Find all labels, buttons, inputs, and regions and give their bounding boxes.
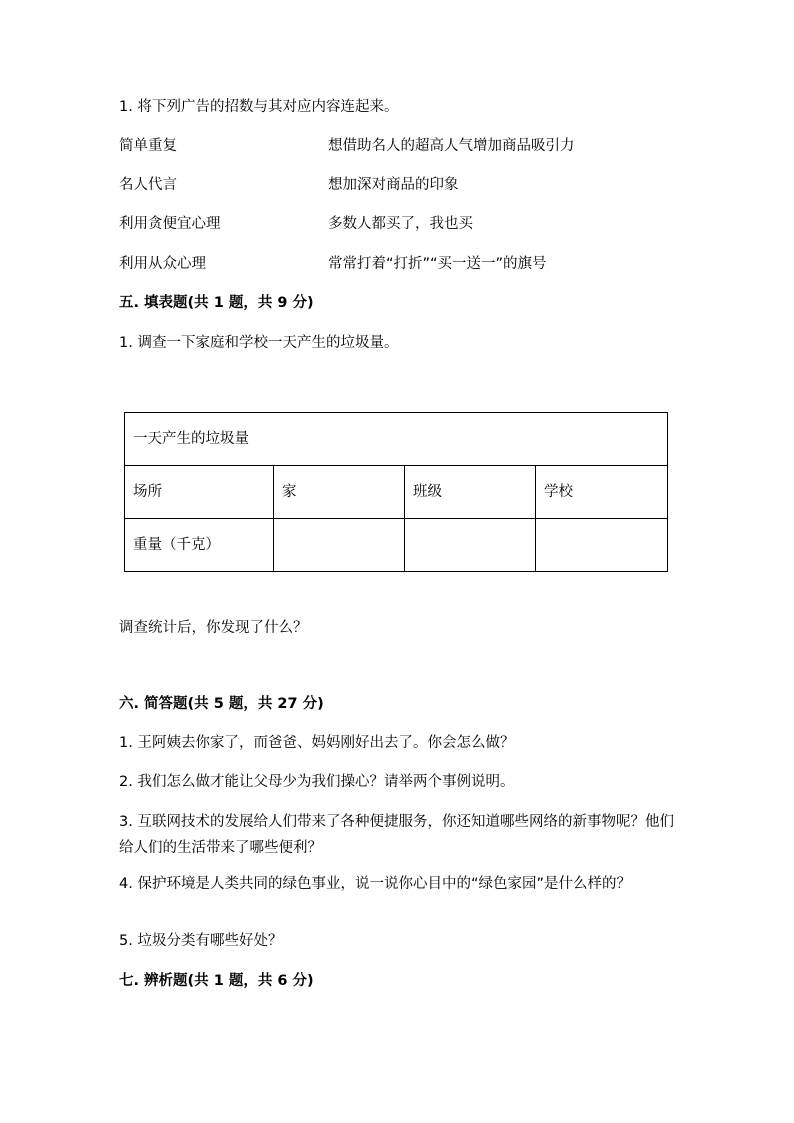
table-title-cell: 一天产生的垃圾量 <box>125 413 668 466</box>
table-row <box>125 413 668 466</box>
matching-left-item: 简单重复 <box>119 138 177 154</box>
question-text: 5. 垃圾分类有哪些好处？ <box>119 933 283 949</box>
followup-question: 调查统计后，你发现了什么？ <box>119 620 308 636</box>
question-text: 1. 调查一下家庭和学校一天产生的垃圾量。 <box>119 335 399 351</box>
section-heading: 六. 简答题(共 5 题，共 27 分) <box>119 696 324 712</box>
table-header-cell: 学校 <box>536 466 668 519</box>
matching-left-item: 利用贪便宜心理 <box>119 216 221 232</box>
answer-cell-home[interactable] <box>274 519 405 572</box>
section-heading: 五. 填表题(共 1 题，共 9 分) <box>119 295 314 311</box>
question-text: 4. 保护环境是人类共同的绿色事业，说一说你心目中的“绿色家园”是什么样的？ <box>119 876 631 892</box>
answer-cell-class[interactable] <box>405 519 536 572</box>
matching-right-item: 常常打着“打折”“买一送一”的旗号 <box>328 256 547 272</box>
question-text: 2. 我们怎么做才能让父母少为我们操心？请举两个事例说明。 <box>119 774 515 790</box>
question-text: 1. 王阿姨去你家了，而爸爸、妈妈刚好出去了。你会怎么做？ <box>119 735 515 751</box>
table-header-cell: 家 <box>274 466 405 519</box>
matching-prompt: 1. 将下列广告的招数与其对应内容连起来。 <box>119 99 399 115</box>
matching-left-item: 利用从众心理 <box>119 256 206 272</box>
table-header-cell: 场所 <box>125 466 274 519</box>
question-text: 3. 互联网技术的发展给人们带来了各种便捷服务，你还知道哪些网络的新事物呢？他们给人们的生活带来了哪些便利？ <box>119 814 674 856</box>
matching-right-item: 想加深对商品的印象 <box>328 177 459 193</box>
garbage-survey-table <box>124 412 668 572</box>
matching-right-item: 想借助名人的超高人气增加商品吸引力 <box>328 138 575 154</box>
table-row <box>125 466 668 519</box>
matching-right-item: 多数人都买了，我也买 <box>328 216 473 232</box>
table-row-label: 重量（千克） <box>125 519 274 572</box>
table-header-cell: 班级 <box>405 466 536 519</box>
matching-left-item: 名人代言 <box>119 177 177 193</box>
table-row <box>125 519 668 572</box>
answer-cell-school[interactable] <box>536 519 668 572</box>
section-heading: 七. 辨析题(共 1 题，共 6 分) <box>119 973 314 989</box>
